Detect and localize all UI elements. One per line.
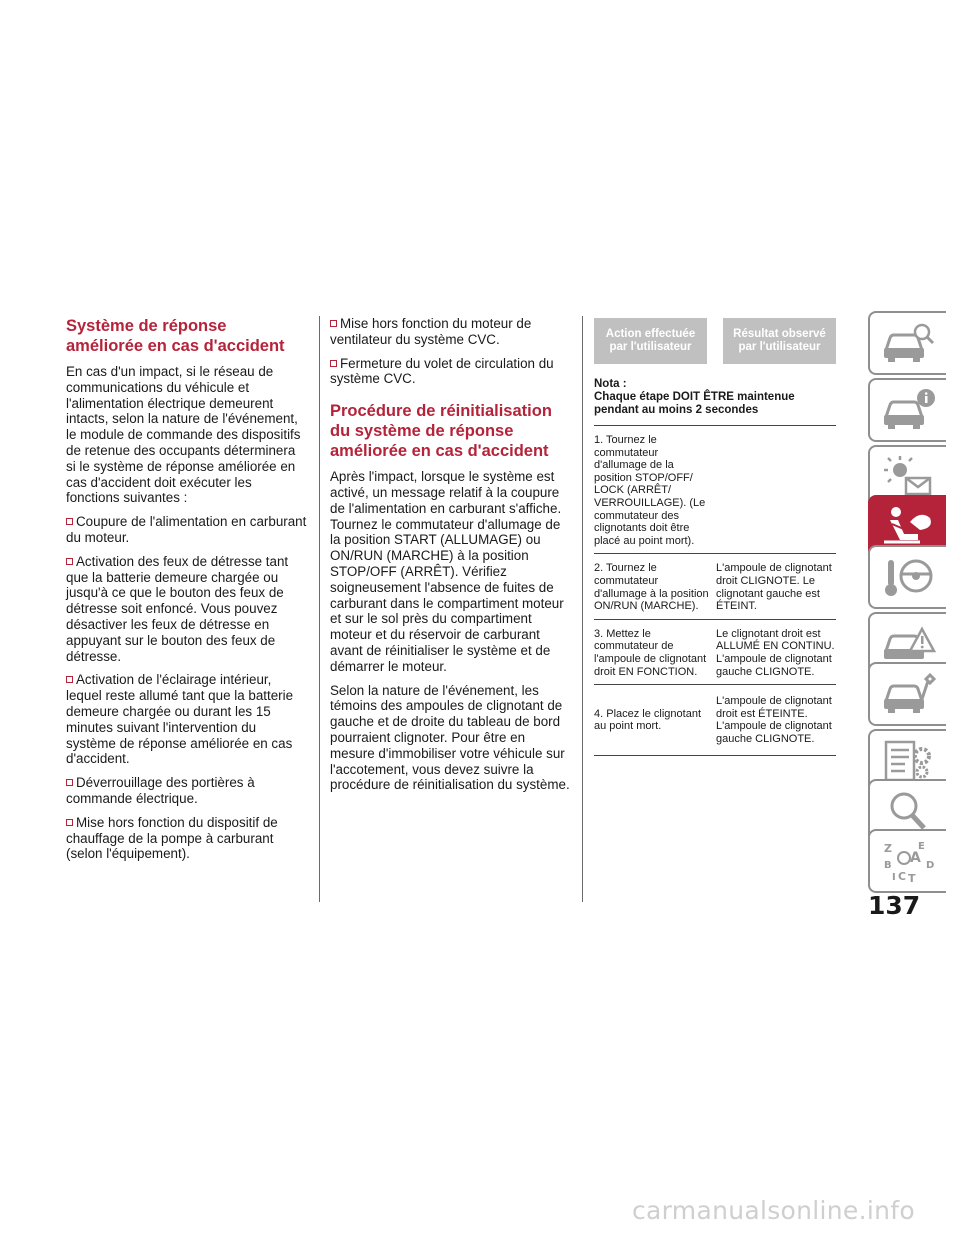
action-cell: 3. Mettez le commutateur de l'ampoule de clignotant droit EN FONCTION. xyxy=(594,627,707,678)
bullet-item: Coupure de l'alimentation en carburant du moteur. xyxy=(66,514,307,545)
svg-text:B: B xyxy=(884,860,892,871)
bullet-item: Activation des feux de détresse tant que la batterie demeure chargée ou jusqu'à ce que le bouton des feux de détresse soit enfoncé. Vous pouvez désactiver les feux de détresse en appuyant sur le bouton des feux de détresse. xyxy=(66,553,289,664)
result-cell: Le clignotant droit est ALLUMÉ EN CONTINU. L'ampoule de clignotant gauche CLIGNOTE. xyxy=(716,627,835,678)
column-divider xyxy=(319,316,320,902)
reset-steps-table xyxy=(594,318,836,756)
bullet-square-icon xyxy=(66,819,73,826)
chapter-tab-dashboard[interactable] xyxy=(868,311,946,375)
intro-paragraph: En cas d'un impact, si le réseau de communications du véhicule et l'alimentation électrique demeurent intacts, selon la nature de l'événement, le module de commande des dispositifs de retenue des occupants déterminera si le système de réponse améliorée en cas d'accident doit exécuter les fonctions suivantes : xyxy=(66,364,301,506)
index-letters-icon xyxy=(880,838,936,884)
table-row xyxy=(594,426,836,554)
svg-text:C: C xyxy=(898,870,907,883)
svg-text:I: I xyxy=(892,872,896,883)
table-note xyxy=(594,378,836,426)
bullet-item: Déverrouillage des portières à commande électrique. xyxy=(66,775,255,806)
car-warning-triangle-icon xyxy=(880,621,936,667)
bullet-item: Fermeture du volet de circulation du système CVC. xyxy=(330,355,554,387)
bullet-square-icon xyxy=(330,360,337,367)
svg-text:A: A xyxy=(910,850,921,866)
svg-text:Z: Z xyxy=(884,842,892,855)
bullet-item: Activation de l'éclairage intérieur, lequel reste allumé tant que la batterie demeure chargée ou durant les 15 minutes suivant l'intervention du système de réponse améliorée en cas d'accident. xyxy=(66,672,294,767)
list-gear-icon xyxy=(880,738,936,784)
chapter-tab-index[interactable] xyxy=(868,829,946,893)
car-magnifier-icon xyxy=(880,320,936,366)
chapter-tab-getting-started[interactable] xyxy=(868,378,946,442)
header-action: Action effectuée par l'utilisateur xyxy=(594,318,707,364)
svg-text:D: D xyxy=(926,860,935,871)
chapter-tab-servicing[interactable] xyxy=(868,662,946,726)
bullet-square-icon xyxy=(66,779,73,786)
bullet-square-icon xyxy=(66,558,73,565)
result-cell: L'ampoule de clignotant droit CLIGNOTE. Le clignotant gauche est ÉTEINT. xyxy=(716,562,832,613)
section-heading-enhanced-response: Système de réponse améliorée en cas d'accident xyxy=(66,317,285,355)
table-row xyxy=(594,685,836,756)
bullet-item: Mise hors fonction du moteur de ventilateur du système CVC. xyxy=(330,316,532,347)
svg-text:E: E xyxy=(918,841,925,852)
column-2 xyxy=(330,316,570,801)
airbag-seat-icon xyxy=(880,504,936,550)
page-number: 137 xyxy=(868,891,921,920)
chapter-tab-starting-driving[interactable] xyxy=(868,545,946,609)
car-wrench-icon xyxy=(880,671,936,717)
note-text: Chaque étape DOIT ÊTRE maintenue pendant au moins 2 secondes xyxy=(594,391,795,416)
svg-text:T: T xyxy=(908,872,916,884)
bullet-item: Mise hors fonction du dispositif de chauffage de la pompe à carburant (selon l'équipement). xyxy=(66,814,278,862)
action-cell: 4. Placez le clignotant au point mort. xyxy=(594,707,702,733)
section-heading-reset-procedure: Procédure de réinitialisation du système de réponse améliorée en cas d'accident xyxy=(330,402,552,461)
magnifier-icon xyxy=(880,788,936,834)
column-1 xyxy=(66,316,308,870)
action-cell: 1. Tournez le commutateur d'allumage de la position STOP/OFF/ LOCK (ARRÊT/ VERROUILLAGE). (Le commutateur des clignotants doit être placé au point mort). xyxy=(594,434,706,547)
column-divider xyxy=(582,316,583,902)
reset-paragraph-2: Selon la nature de l'événement, les témoins des ampoules de clignotant de gauche et de droite du tableau de bord pourraient clignoter. Pour être en mesure d'immobiliser votre véhicule sur l'accotement, vous devez suivre la procédure de réinitialisation du système. xyxy=(330,682,570,793)
table-row xyxy=(594,620,836,685)
bullet-square-icon xyxy=(66,518,73,525)
car-info-icon xyxy=(880,387,936,433)
table-header xyxy=(594,318,836,364)
reset-paragraph-1: Après l'impact, lorsque le système est activé, un message relatif à la coupure de l'alimentation en carburant s'affiche. Tournez le commutateur d'allumage de la position START (ALLUMAGE) ou ON/RUN (MARCHE) à la position STOP/OFF (ARRÊT). Vérifiez soigneusement l'absence de fuites de carburant dans le compartiment moteur et sur le sol près du compartiment moteur et du réservoir de carburant avant de réinitialiser le système et de démarrer le moteur. xyxy=(330,469,564,674)
watermark: carmanualsonline.info xyxy=(632,1196,915,1225)
result-cell: L'ampoule de clignotant droit est ÉTEINTE. L'ampoule de clignotant gauche CLIGNOTE. xyxy=(716,695,832,745)
header-result: Résultat observé par l'utilisateur xyxy=(723,318,836,364)
action-cell: 2. Tournez le commutateur d'allumage à la position ON/RUN (MARCHE). xyxy=(594,562,709,613)
note-title: Nota : xyxy=(594,378,627,390)
warning-light-envelope-icon xyxy=(880,454,936,500)
key-steering-wheel-icon xyxy=(880,554,936,600)
bullet-square-icon xyxy=(66,676,73,683)
table-row xyxy=(594,554,836,619)
bullet-square-icon xyxy=(330,320,337,327)
